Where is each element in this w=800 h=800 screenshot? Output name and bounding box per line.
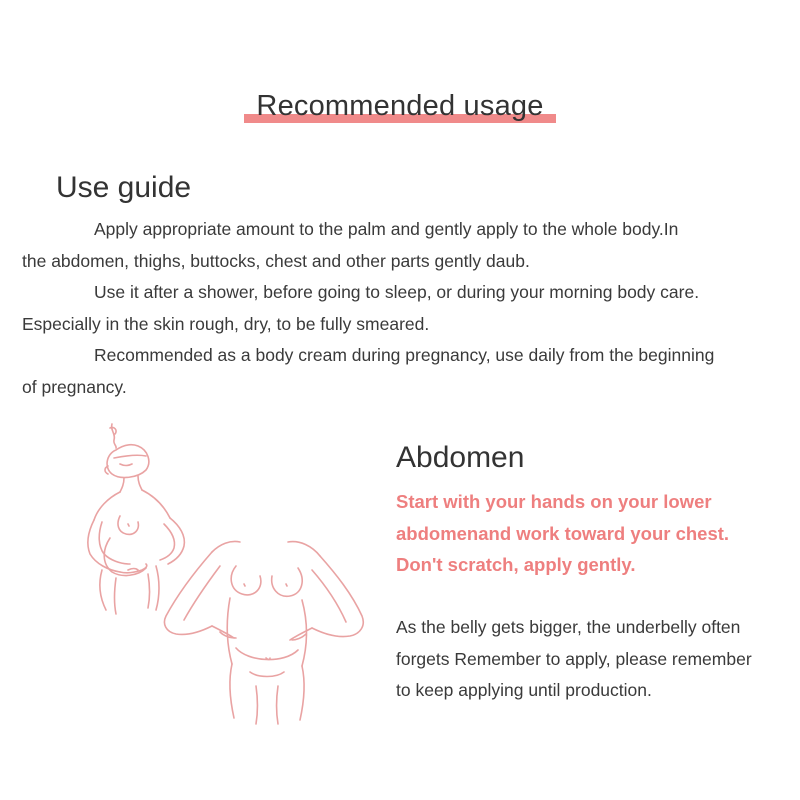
use-guide-heading: Use guide	[56, 171, 192, 204]
section-title-container	[244, 86, 555, 126]
abdomen-body-text	[396, 612, 791, 707]
use-guide-line-2: the abdomen, thighs, buttocks, chest and other parts gently daub.	[22, 250, 530, 271]
use-guide-line-4: Especially in the skin rough, dry, to be fully smeared.	[22, 313, 430, 334]
pregnant-woman-sketch-icon	[80, 420, 370, 730]
use-guide-line-5: Recommended as a body cream during pregnancy, use daily from the beginning	[94, 345, 715, 365]
abdomen-highlight-text	[396, 486, 786, 581]
abdomen-highlight-line-2: abdomenand work toward your chest.	[396, 522, 730, 544]
use-guide-line-3: Use it after a shower, before going to sleep, or during your morning body care.	[94, 282, 700, 302]
use-guide-paragraph-2	[22, 277, 758, 340]
abdomen-highlight-line-1: Start with your hands on your lower	[396, 491, 712, 512]
use-guide-body	[22, 214, 758, 403]
use-guide-paragraph-3	[22, 340, 758, 403]
use-guide-line-1: Apply appropriate amount to the palm and gently apply to the whole body.In	[94, 219, 679, 239]
section-title: Recommended usage	[256, 90, 544, 122]
abdomen-body-line-2: forgets Remember to apply, please remember	[396, 648, 752, 669]
abdomen-heading: Abdomen	[396, 441, 525, 474]
use-guide-line-6: of pregnancy.	[22, 376, 127, 397]
section-title-wrap	[0, 86, 800, 126]
abdomen-body-line-3: to keep applying until production.	[396, 680, 652, 700]
abdomen-highlight-line-3: Don't scratch, apply gently.	[396, 554, 636, 575]
use-guide-paragraph-1	[22, 214, 758, 277]
abdomen-body-line-1: As the belly gets bigger, the underbelly often	[396, 617, 741, 637]
